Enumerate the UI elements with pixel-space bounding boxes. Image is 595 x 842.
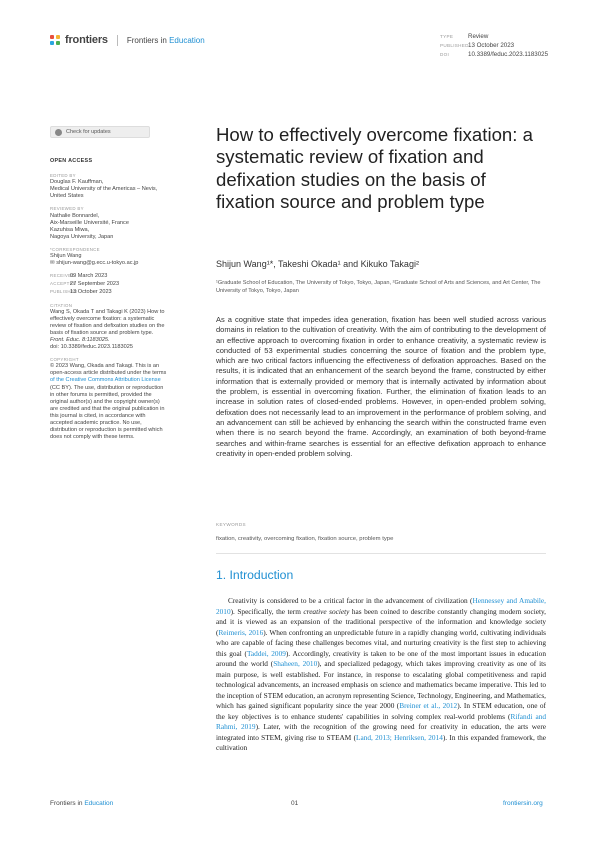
reviewed-by-line: Nagoya University, Japan <box>50 233 114 240</box>
email-icon: ✉ <box>50 260 57 267</box>
correspondence-label: *CORRESPONDENCE <box>50 246 100 252</box>
received-date: 09 March 2023 <box>70 273 108 280</box>
citation-line: Front. Educ. 8:1183025. <box>50 336 110 343</box>
copyright-line: does not comply with these terms. <box>50 434 135 441</box>
frontiers-logo[interactable] <box>50 34 205 46</box>
keywords-divider <box>216 553 546 554</box>
logo-square-yellow <box>56 35 60 39</box>
received-label: RECEIVED <box>50 273 75 279</box>
copyright-line: © 2023 Wang, Okada and Takagi. This is an <box>50 363 160 370</box>
copyright-line: are credited and that the original publication in <box>50 405 165 412</box>
check-updates-icon <box>55 129 62 136</box>
article-meta <box>440 32 548 59</box>
copyright-line[interactable]: of the Creative Commons Attribution License <box>50 377 161 384</box>
copyright-line: accepted academic practice. No use, <box>50 420 142 426</box>
copyright-line: (CC BY). The use, distribution or reproduction <box>50 384 164 391</box>
citation-line: review of fixation and defixation studies on the <box>50 322 165 329</box>
correspondence-block <box>50 246 200 267</box>
frontiers-logo-icon <box>50 35 61 46</box>
published-label: PUBLISHED <box>440 43 469 48</box>
abstract: As a cognitive state that impedes idea generation, fixation has been well studied across various domains in relation to the cultivation of creativity. With the aim of contributing to the development of an effective approach to overcoming fixation in order to enhance creativity, a systematic review is conducted of 53 experimental studies concerning the source of fixation and the problem type, which are two critical factors influencing the effectiveness of defixation approaches. Based on the results, it is indicated that an enhancement of the search beyond the frame, constructed by either information that is externally provided or memory that is internally activated by information about the problem, is essential in overcoming fixation. Further, the elimination of fixation leads to an increase in solution rates of closed-ended problems. However, in open-ended problem solving, defixation does not necessarily lead to an improvement in the performance of problem solving, and an advancement can still be achieved by enhancing the search within the constructed frame even when there is no search beyond the frame. Accordingly, an examination of both beyond-frame searches and within-frame searches is essential for an effective defixation approach to enhance creativity in open-ended problem solving. <box>216 315 546 458</box>
citation-line: Wang S, Okada T and Takagi K (2023) How to <box>50 308 165 315</box>
published-date: 13 October 2023 <box>70 289 112 296</box>
citation-link[interactable]: Hennessey and Amabile, 2010 <box>216 596 546 616</box>
published-value: 13 October 2023 <box>468 42 515 49</box>
check-updates-label: Check for updates <box>66 129 111 135</box>
body-text <box>216 596 546 754</box>
citation-link[interactable]: Breiner et al., 2012 <box>399 701 458 710</box>
edited-by-line: Medical University of the Americas – Nevis, <box>50 186 158 193</box>
edited-by-line: United States <box>50 193 84 200</box>
reviewed-by-line: Nathalie Bonnardel, <box>50 212 100 219</box>
reviewed-by-line: Aix-Marseille Université, France <box>50 219 129 226</box>
accepted-date: 27 September 2023 <box>70 281 120 288</box>
citation-link[interactable]: Shaheen, 2010 <box>273 659 318 668</box>
edited-by-line: Douglas F. Kauffman, <box>50 179 104 186</box>
keywords-label: KEYWORDS <box>216 522 246 527</box>
logo-square-red <box>50 35 54 39</box>
citation-line: effectively overcome fixation: a systematic <box>50 315 155 322</box>
logo-wordmark: frontiers <box>65 34 108 46</box>
copyright-line: original author(s) and the copyright owner(s) <box>50 398 160 405</box>
article-title: How to effectively overcome fixation: a systematic review of fixation and defixation studies on the basis of fixation source and problem type <box>216 124 533 212</box>
body-paragraph: Creativity is considered to be a critical factor in the advancement of civilization (Hennessey and Amabile, 2010). Specifically, the term creative society has been coined to describe constantly changing modern society, and it is viewed as an expansion of the traditional perspective of the information and knowledge society (Reimeris, 2016). When confronting an unpredictable future in a rapidly changing world, cultivating individuals who are capable of facing these challenges becomes vital, and nurturing creativity is the first step to achieving this goal (Taddei, 2009). Accordingly, creativity is taken to be one of the most important issues in education around the world (Shaheen, 2010), and specialized pedagogy, which takes improving creativity as one of its main purpose, is well established. For instance, in response to escalating global competitiveness and rapid technological advancements, an increased emphasis on science and mathematics became imperative. This led to the inception of STEM education, an acronym representing Science, Technology, Engineering, and Mathematics, which has gained significant popularity since the year 2000 (Breiner et al., 2012). In STEM education, one of the key objectives is to enhance students' capabilities in solving complex real-world problems (Rifandi and Rahmi, 2019). Later, with the recognition of the growing need for creativity in education, the arts were integrated into STEM, giving rise to STEAM (Land, 2013; Henriksen, 2014). In this expanded framework, the cultivation <box>216 596 547 752</box>
footer-site-link[interactable]: frontiersin.org <box>503 800 543 807</box>
doi-value[interactable]: 10.3389/feduc.2023.1183025 <box>468 51 549 58</box>
copyright-line: in other forums is permitted, provided the <box>50 391 152 398</box>
citation-label: CITATION <box>50 302 73 308</box>
reviewed-by-line: Kazuhisa Miwa, <box>50 226 90 233</box>
footer-journal: Frontiers in Education <box>50 800 114 807</box>
reviewed-by-block <box>50 205 200 240</box>
sidebar <box>50 158 200 446</box>
section-heading: 1. Introduction <box>216 568 294 582</box>
copyright-line: this journal is cited, in accordance with <box>50 412 146 419</box>
affiliations: ¹Graduate School of Education, The University of Tokyo, Tokyo, Japan, ²Graduate School of Arts and Sciences, and Art Center, The University of Tokyo, Tokyo, Japan <box>216 280 541 294</box>
copyright-line: distribution or reproduction is permitted which <box>50 427 163 434</box>
accepted-label: ACCEPTED <box>50 281 77 287</box>
logo-square-green <box>56 41 60 45</box>
citation-link[interactable]: Land, 2013; Henriksen, 2014 <box>356 732 443 742</box>
logo-square-blue <box>50 41 54 45</box>
page-number: 01 <box>291 800 299 807</box>
copyright-block <box>50 356 200 441</box>
citation-link[interactable]: Rifandi and Rahmi, 2019 <box>216 711 547 731</box>
copyright-line: open-access article distributed under the terms <box>50 370 167 377</box>
type-label: TYPE <box>440 34 454 39</box>
citation-line: doi: 10.3389/feduc.2023.1183025 <box>50 344 133 351</box>
citation-link[interactable]: Taddei, 2009 <box>246 648 286 658</box>
correspondence-email[interactable]: ✉ shijun-wang@g.ecc.u-tokyo.ac.jp <box>50 260 139 267</box>
copyright-label: COPYRIGHT <box>50 357 79 363</box>
dates-block <box>50 272 200 296</box>
journal-name: Frontiers in Education <box>126 35 205 45</box>
citation-link[interactable]: Reimeris, 2016 <box>218 627 264 637</box>
edited-by-label: EDITED BY <box>50 173 76 179</box>
citation-block <box>50 302 200 352</box>
check-for-updates-button[interactable] <box>50 126 150 138</box>
author-list: Shijun Wang¹*, Takeshi Okada¹ and Kikuko Takagi² <box>216 259 419 269</box>
logo-divider <box>117 35 118 46</box>
citation-line: basis of fixation source and problem type. <box>50 329 154 336</box>
keywords: fixation, creativity, overcoming fixation, fixation source, problem type <box>216 536 394 542</box>
doi-label: DOI <box>440 52 450 57</box>
published-label: PUBLISHED <box>50 289 78 295</box>
reviewed-by-label: REVIEWED BY <box>50 206 84 212</box>
emphasis-text: creative society <box>303 606 350 616</box>
edited-by-block <box>50 172 200 200</box>
correspondence-name: Shijun Wang <box>50 253 82 260</box>
type-value: Review <box>468 33 489 40</box>
open-access-heading: OPEN ACCESS <box>50 158 93 164</box>
